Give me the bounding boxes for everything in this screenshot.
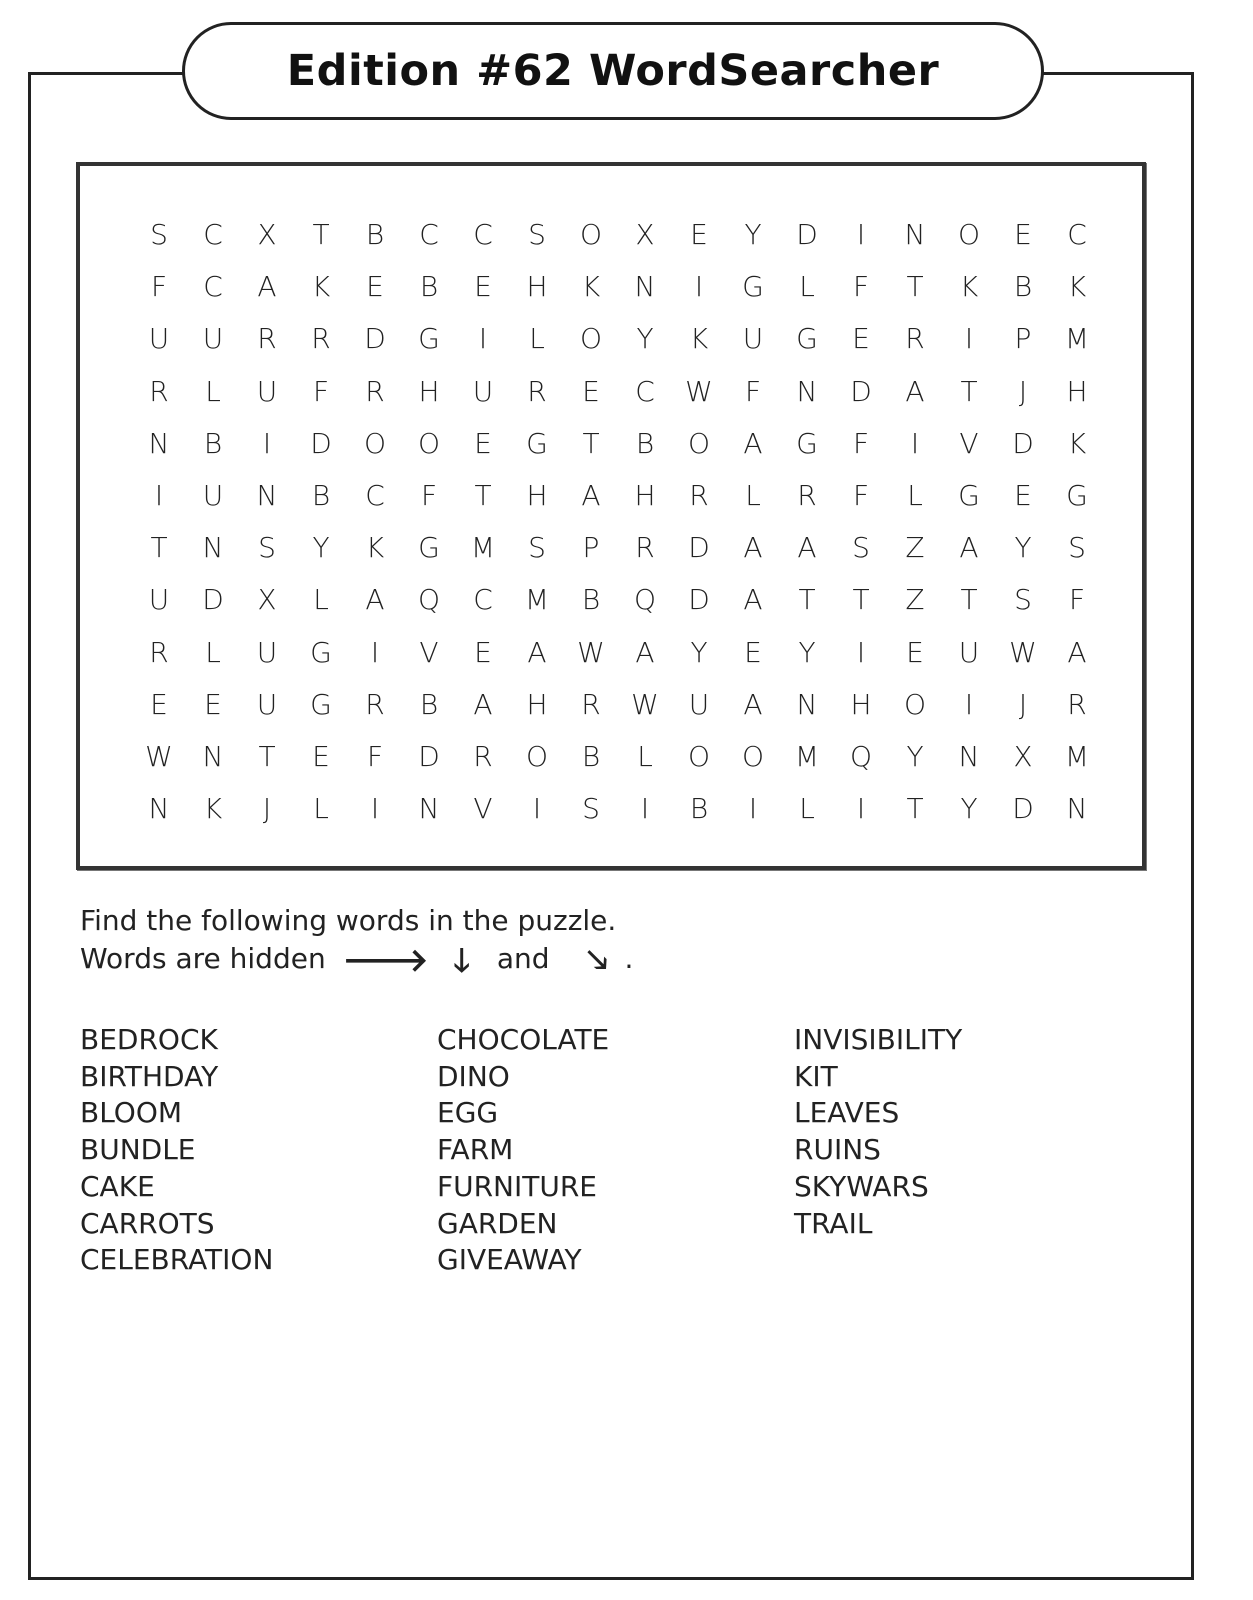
grid-letter: B [365,218,385,251]
grid-letter: D [1012,426,1034,460]
grid-letter: P [582,531,600,565]
grid-letter: C [473,218,493,251]
grid-letter: H [526,270,548,304]
grid-letter: O [525,740,549,773]
grid-letter: B [1013,270,1033,304]
grid-letter: J [1018,687,1028,721]
grid-letter: I [478,322,488,356]
grid-letter: I [856,792,866,826]
grid-letter: N [796,687,818,721]
grid-letter: Z [905,531,925,565]
grid-letter: M [524,583,550,617]
grid-letter: X [635,218,655,251]
grid-letter: B [419,270,439,304]
grid-letter: N [1066,792,1088,826]
grid-letter: M [794,740,820,773]
grid-letter: W [685,374,713,408]
grid-letter: D [850,374,872,408]
grid-letter: H [526,479,548,512]
grid-letter: D [796,218,818,251]
puzzle-grid-box [76,162,1146,870]
grid-letter: L [637,740,653,773]
word-list-column-1 [80,1022,273,1279]
grid-letter: C [365,479,385,512]
grid-letter: N [256,479,278,512]
grid-letter: E [906,635,924,669]
grid-letter: A [1067,635,1087,669]
grid-letter: E [690,218,708,251]
grid-letter: T [906,792,924,826]
instructions-line-2 [80,940,633,979]
grid-letter: I [748,792,758,826]
instructions-line-1: Find the following words in the puzzle. [80,904,617,937]
grid-letter: W [577,635,605,669]
grid-letter: L [205,374,221,408]
grid-letter: U [202,322,224,356]
grid-letter: K [1067,270,1087,304]
word-list-item: GIVEAWAY [437,1243,582,1277]
grid-letter: W [1009,635,1037,669]
word-list-item: BLOOM [80,1096,183,1130]
grid-letter: T [798,583,816,617]
grid-letter: R [365,374,385,408]
arrow-right-icon: 🡒 [342,941,429,979]
grid-letter: E [474,270,492,304]
grid-letter: X [257,583,277,617]
grid-letter: B [635,426,655,460]
grid-letter: U [958,635,980,669]
grid-letter: R [797,479,817,512]
grid-letter: U [256,687,278,721]
grid-letter: A [743,583,763,617]
grid-letter: T [474,479,492,512]
grid-letter: G [958,479,980,512]
grid-letter: N [148,426,170,460]
grid-letter: G [526,426,548,460]
grid-letter: N [202,531,224,565]
grid-letter: I [910,426,920,460]
grid-letter: I [694,270,704,304]
grid-letter: N [904,218,926,251]
grid-letter: L [745,479,761,512]
grid-letter: S [1068,531,1086,565]
word-list-item: EGG [437,1096,499,1130]
grid-letter: I [964,322,974,356]
grid-letter: N [634,270,656,304]
grid-letter: K [1067,426,1087,460]
grid-letter: T [852,583,870,617]
grid-letter: A [959,531,979,565]
grid-letter: I [856,635,866,669]
grid-letter: I [262,426,272,460]
grid-letter: F [366,740,384,773]
instructions-and: and [496,942,550,975]
grid-letter: F [420,479,438,512]
word-list-column-2 [437,1022,609,1279]
grid-letter: D [1012,792,1034,826]
grid-letter: R [527,374,547,408]
grid-letter: I [640,792,650,826]
grid-letter: E [1014,479,1032,512]
grid-letter: B [203,426,223,460]
grid-letter: Y [1014,531,1032,565]
arrow-down-icon: 🡓 [453,941,470,979]
grid-letter: I [856,218,866,251]
grid-letter: U [256,374,278,408]
grid-letter: U [742,322,764,356]
grid-letter: A [743,426,763,460]
grid-letter: J [1018,374,1028,408]
grid-letter: I [370,792,380,826]
grid-letter: A [635,635,655,669]
grid-letter: W [631,687,659,721]
grid-letter: X [257,218,277,251]
instructions [80,902,633,979]
grid-letter: A [581,479,601,512]
grid-letter: L [313,792,329,826]
instructions-period: . [624,942,634,975]
grid-letter: G [742,270,764,304]
grid-letter: K [365,531,385,565]
word-list-item: CAKE [80,1169,155,1203]
grid-letter: R [365,687,385,721]
grid-letter: I [964,687,974,721]
grid-letter: K [581,270,601,304]
grid-letter: I [370,635,380,669]
grid-letter: S [528,218,546,251]
grid-letter: C [203,218,223,251]
grid-letter: R [905,322,925,356]
grid-letter: U [472,374,494,408]
grid-letter: E [366,270,384,304]
grid-letter: C [203,270,223,304]
grid-letter: A [743,531,763,565]
grid-letter: N [202,740,224,773]
grid-letter: T [960,374,978,408]
grid-letter: L [799,792,815,826]
word-list-item: BEDROCK [80,1023,218,1056]
grid-letter: F [1068,583,1086,617]
grid-letter: G [796,426,818,460]
grid-letter: E [852,322,870,356]
grid-letter: V [959,426,979,460]
grid-letter: H [526,687,548,721]
grid-letter: R [257,322,277,356]
word-list-item: RUINS [794,1133,881,1167]
grid-letter: F [852,426,870,460]
grid-letter: A [527,635,547,669]
grid-letter: U [256,635,278,669]
grid-letter: Y [744,218,762,251]
grid-letter: G [418,531,440,565]
grid-letter: A [797,531,817,565]
grid-letter: G [310,635,332,669]
grid-letter: W [145,740,173,773]
grid-letter: Y [798,635,816,669]
grid-letter: R [473,740,493,773]
grid-letter: R [1067,687,1087,721]
grid-letter: B [581,740,601,773]
arrow-diagonal-down-right-icon: 🡖 [586,941,608,979]
grid-letter: M [470,531,496,565]
grid-letter: Y [960,792,978,826]
word-list-item: FARM [437,1133,514,1167]
word-list-item: BIRTHDAY [80,1059,219,1093]
grid-letter: T [150,531,168,565]
grid-letter: H [634,479,656,512]
grid-letter: D [688,531,710,565]
grid-letter: S [258,531,276,565]
grid-letter: Y [636,322,654,356]
grid-letter: S [852,531,870,565]
grid-letter: L [205,635,221,669]
grid-letter: B [311,479,331,512]
grid-letter: G [1066,479,1088,512]
grid-letter: M [1064,322,1090,356]
grid-letter: A [257,270,277,304]
grid-letter: R [149,635,169,669]
grid-letter: Y [906,740,924,773]
grid-letter: O [957,218,981,251]
grid-letter: N [796,374,818,408]
grid-letter: G [418,322,440,356]
grid-letter: O [687,426,711,460]
grid-letter: Y [690,635,708,669]
grid-letter: F [312,374,330,408]
grid-letter: S [528,531,546,565]
word-list-item: BUNDLE [80,1133,196,1167]
grid-letter: G [796,322,818,356]
grid-letter: C [635,374,655,408]
grid-letter: F [852,270,870,304]
grid-letter: O [903,687,927,721]
grid-letter: M [1064,740,1090,773]
grid-letter: B [419,687,439,721]
grid-letter: R [149,374,169,408]
title-banner [182,22,1044,120]
word-list-item: LEAVES [794,1096,900,1130]
grid-letter: O [687,740,711,773]
grid-letter: B [581,583,601,617]
grid-letter: U [148,583,170,617]
word-list-item: CARROTS [80,1206,215,1240]
grid-letter: K [689,322,709,356]
grid-letter: H [418,374,440,408]
word-list-item: TRAIL [794,1206,873,1240]
grid-letter: D [688,583,710,617]
grid-letter: C [419,218,439,251]
grid-letter: F [744,374,762,408]
grid-letter: E [150,687,168,721]
grid-letter: Y [312,531,330,565]
grid-letter: O [741,740,765,773]
grid-letter: T [960,583,978,617]
grid-letter: E [582,374,600,408]
grid-letter: K [203,792,223,826]
grid-letter: R [311,322,331,356]
grid-letter: F [150,270,168,304]
grid-letter: O [579,218,603,251]
word-list-item: CHOCOLATE [437,1023,610,1056]
grid-letter: K [311,270,331,304]
grid-letter: D [418,740,440,773]
grid-letter: T [906,270,924,304]
grid-letter: E [474,426,492,460]
grid-letter: R [635,531,655,565]
grid-letter: E [204,687,222,721]
grid-letter: L [313,583,329,617]
grid-letter: L [529,322,545,356]
grid-letter: D [202,583,224,617]
grid-letter: S [582,792,600,826]
word-list-item: GARDEN [437,1206,558,1240]
grid-letter: C [473,583,493,617]
grid-letter: T [258,740,276,773]
grid-letter: N [418,792,440,826]
word-list-item: FURNITURE [437,1169,598,1203]
grid-letter: U [148,322,170,356]
grid-letter: N [958,740,980,773]
grid-letter: K [959,270,979,304]
grid-letter: D [364,322,386,356]
grid-letter: E [474,635,492,669]
grid-letter: R [581,687,601,721]
grid-letter: U [688,687,710,721]
grid-letter: S [1014,583,1032,617]
grid-letter: C [1067,218,1087,251]
instructions-prefix: Words are hidden [80,942,326,975]
grid-letter: A [743,687,763,721]
grid-letter: O [579,322,603,356]
grid-letter: L [799,270,815,304]
word-list-item: SKYWARS [794,1169,929,1203]
grid-letter: T [582,426,600,460]
grid-letter: F [852,479,870,512]
grid-letter: V [473,792,493,826]
grid-letter: G [310,687,332,721]
grid-letter: R [689,479,709,512]
grid-letter: N [148,792,170,826]
grid-letter: O [363,426,387,460]
word-list-item: CELEBRATION [80,1243,274,1277]
grid-letter: Z [905,583,925,617]
grid-letter: S [150,218,168,251]
grid-letter: P [1014,322,1032,356]
grid-letter: A [365,583,385,617]
grid-letter: E [744,635,762,669]
grid-letter: D [310,426,332,460]
grid-letter: X [1013,740,1033,773]
grid-letter: Q [633,583,657,617]
grid-letter: Q [849,740,873,773]
grid-letter: E [312,740,330,773]
grid-letter: H [850,687,872,721]
grid-letter: I [532,792,542,826]
grid-letter: E [1014,218,1032,251]
word-list-item: DINO [437,1059,510,1093]
grid-letter: T [312,218,330,251]
grid-letter: B [689,792,709,826]
grid-letter: A [905,374,925,408]
grid-letter: L [907,479,923,512]
grid-letter: J [262,792,272,826]
grid-letter: V [419,635,439,669]
grid-letter: H [1066,374,1088,408]
word-list-item: KIT [794,1059,838,1093]
grid-letter: U [202,479,224,512]
grid-letter: O [417,426,441,460]
word-list-column-3 [794,1022,962,1242]
letter-grid [80,166,1142,866]
page-title: Edition #62 WordSearcher [286,46,940,96]
grid-letter: Q [417,583,441,617]
grid-letter: A [473,687,493,721]
word-list-item: INVISIBILITY [794,1023,963,1056]
grid-letter: I [154,479,164,512]
